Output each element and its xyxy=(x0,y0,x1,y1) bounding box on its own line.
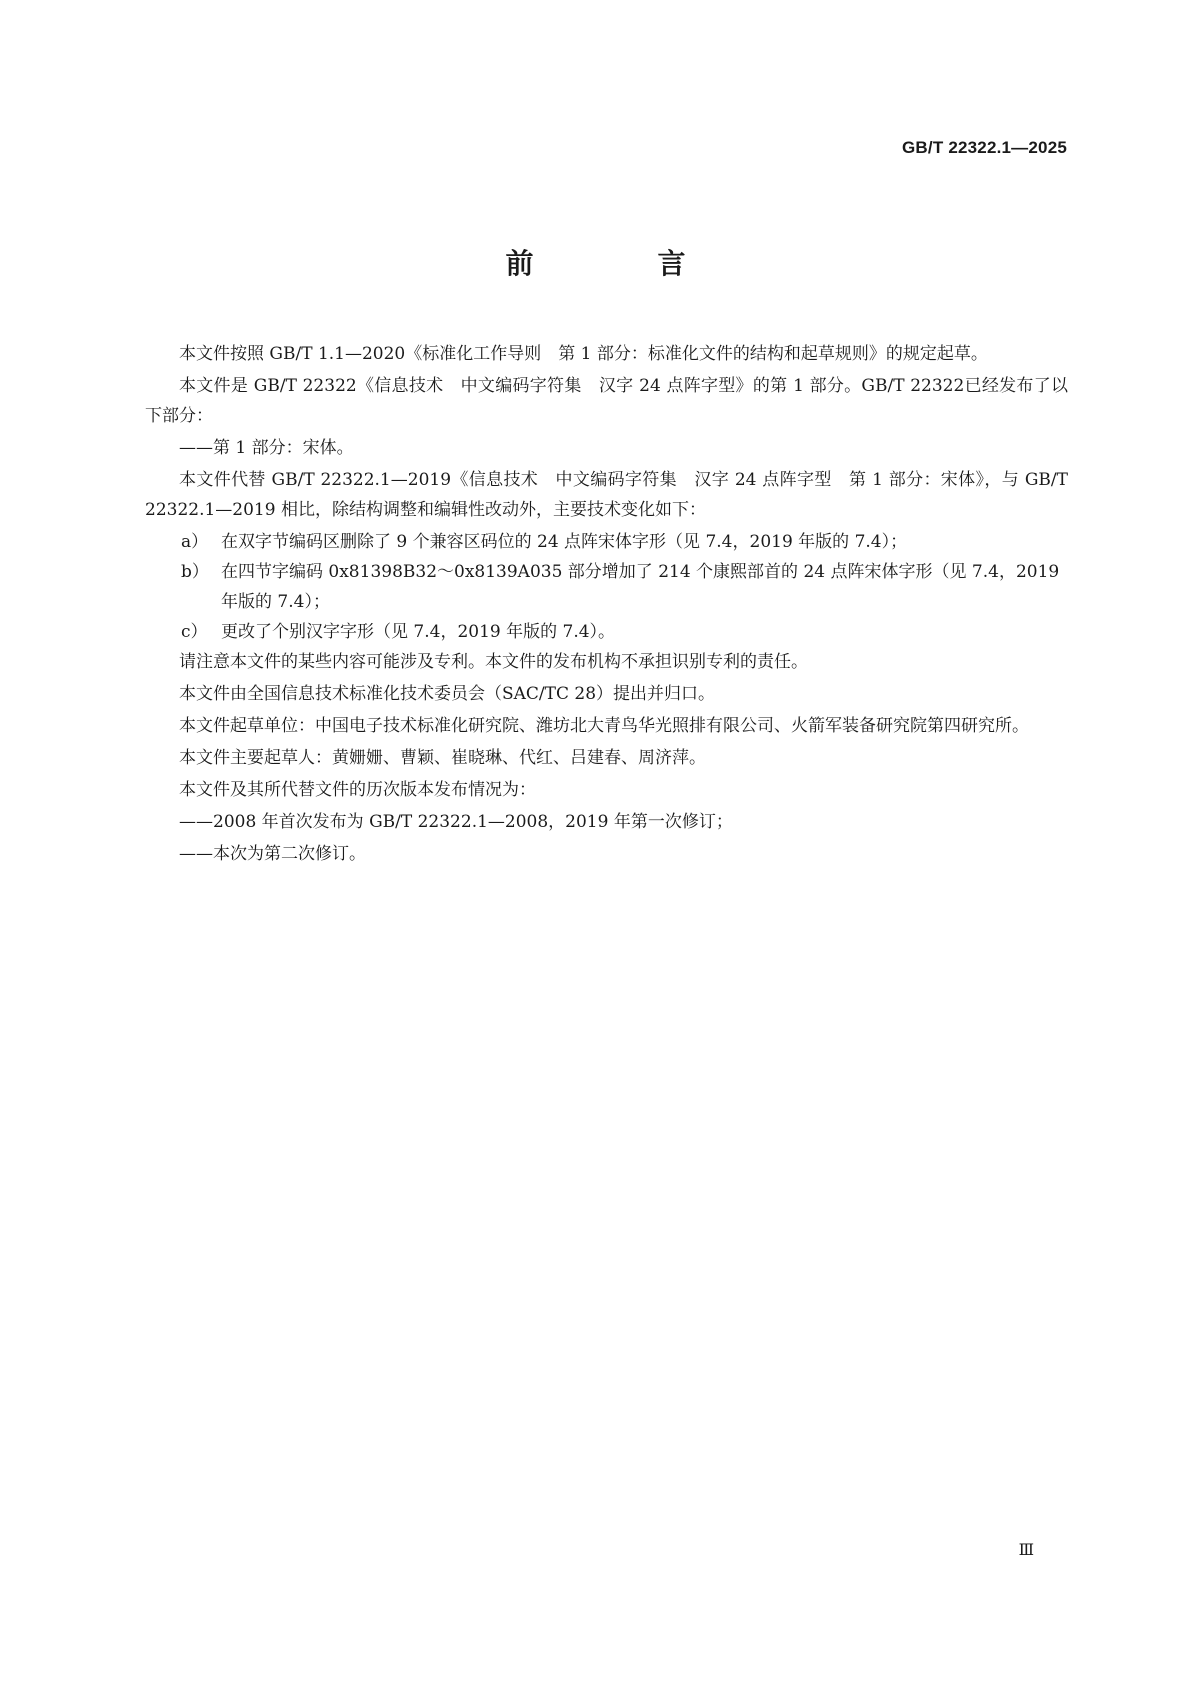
paragraph-version-history: 本文件及其所代替文件的历次版本发布情况为： xyxy=(179,780,536,800)
list-marker: c） xyxy=(181,622,208,642)
paragraph-part-of-series: 本文件是 GB/T 22322《信息技术 中文编码字符集 汉字 24 点阵字型》的第 1 部分。GB/T 22322已经发布了以下部分： xyxy=(145,376,1068,426)
list-marker: a） xyxy=(181,532,209,552)
change-list-item xyxy=(145,527,1068,557)
paragraph-drafting-units: 本文件起草单位：中国电子技术标准化研究院、潍坊北大青鸟华光照排有限公司、火箭军装备研究院第四研究所。 xyxy=(179,716,1029,736)
published-part-item: ——第 1 部分：宋体。 xyxy=(179,438,354,458)
list-text: 更改了个别汉字字形（见 7.4，2019 年版的 7.4）。 xyxy=(221,622,616,642)
paragraph-patent-notice: 请注意本文件的某些内容可能涉及专利。本文件的发布机构不承担识别专利的责任。 xyxy=(179,652,808,672)
foreword-body xyxy=(145,339,1068,871)
history-item: ——本次为第二次修订。 xyxy=(179,844,366,864)
document-number: GB/T 22322.1—2025 xyxy=(902,138,1067,157)
history-item: ——2008 年首次发布为 GB/T 22322.1—2008，2019 年第一次修订； xyxy=(179,812,733,832)
paragraph-drafting-rules: 本文件按照 GB/T 1.1—2020《标准化工作导则 第 1 部分：标准化文件的结构和起草规则》的规定起草。 xyxy=(179,344,988,364)
paragraph-drafters: 本文件主要起草人：黄姗姗、曹颖、崔晓琳、代红、吕建春、周济萍。 xyxy=(179,748,706,768)
page-number: Ⅲ xyxy=(1018,1540,1034,1559)
change-list-item xyxy=(145,557,1068,617)
list-text: 在四节字编码 0x81398B32～0x8139A035 部分增加了 214 个康熙部首的 24 点阵宋体字形（见 7.4，2019 年版的 7.4）； xyxy=(221,562,1060,612)
paragraph-replacement: 本文件代替 GB/T 22322.1—2019《信息技术 中文编码字符集 汉字 24 点阵字型 第 1 部分：宋体》，与 GB/T 22322.1—2019 相比，除结构调整和编辑性改动外，主要技术变化如下： xyxy=(145,470,1068,520)
page-title: 前 言 xyxy=(505,247,734,280)
list-text: 在双字节编码区删除了 9 个兼容区码位的 24 点阵宋体字形（见 7.4，2019 年版的 7.4）； xyxy=(221,532,908,552)
paragraph-proposer: 本文件由全国信息技术标准化技术委员会（SAC/TC 28）提出并归口。 xyxy=(179,684,716,704)
change-list-item xyxy=(145,617,1068,647)
list-marker: b） xyxy=(181,562,209,582)
